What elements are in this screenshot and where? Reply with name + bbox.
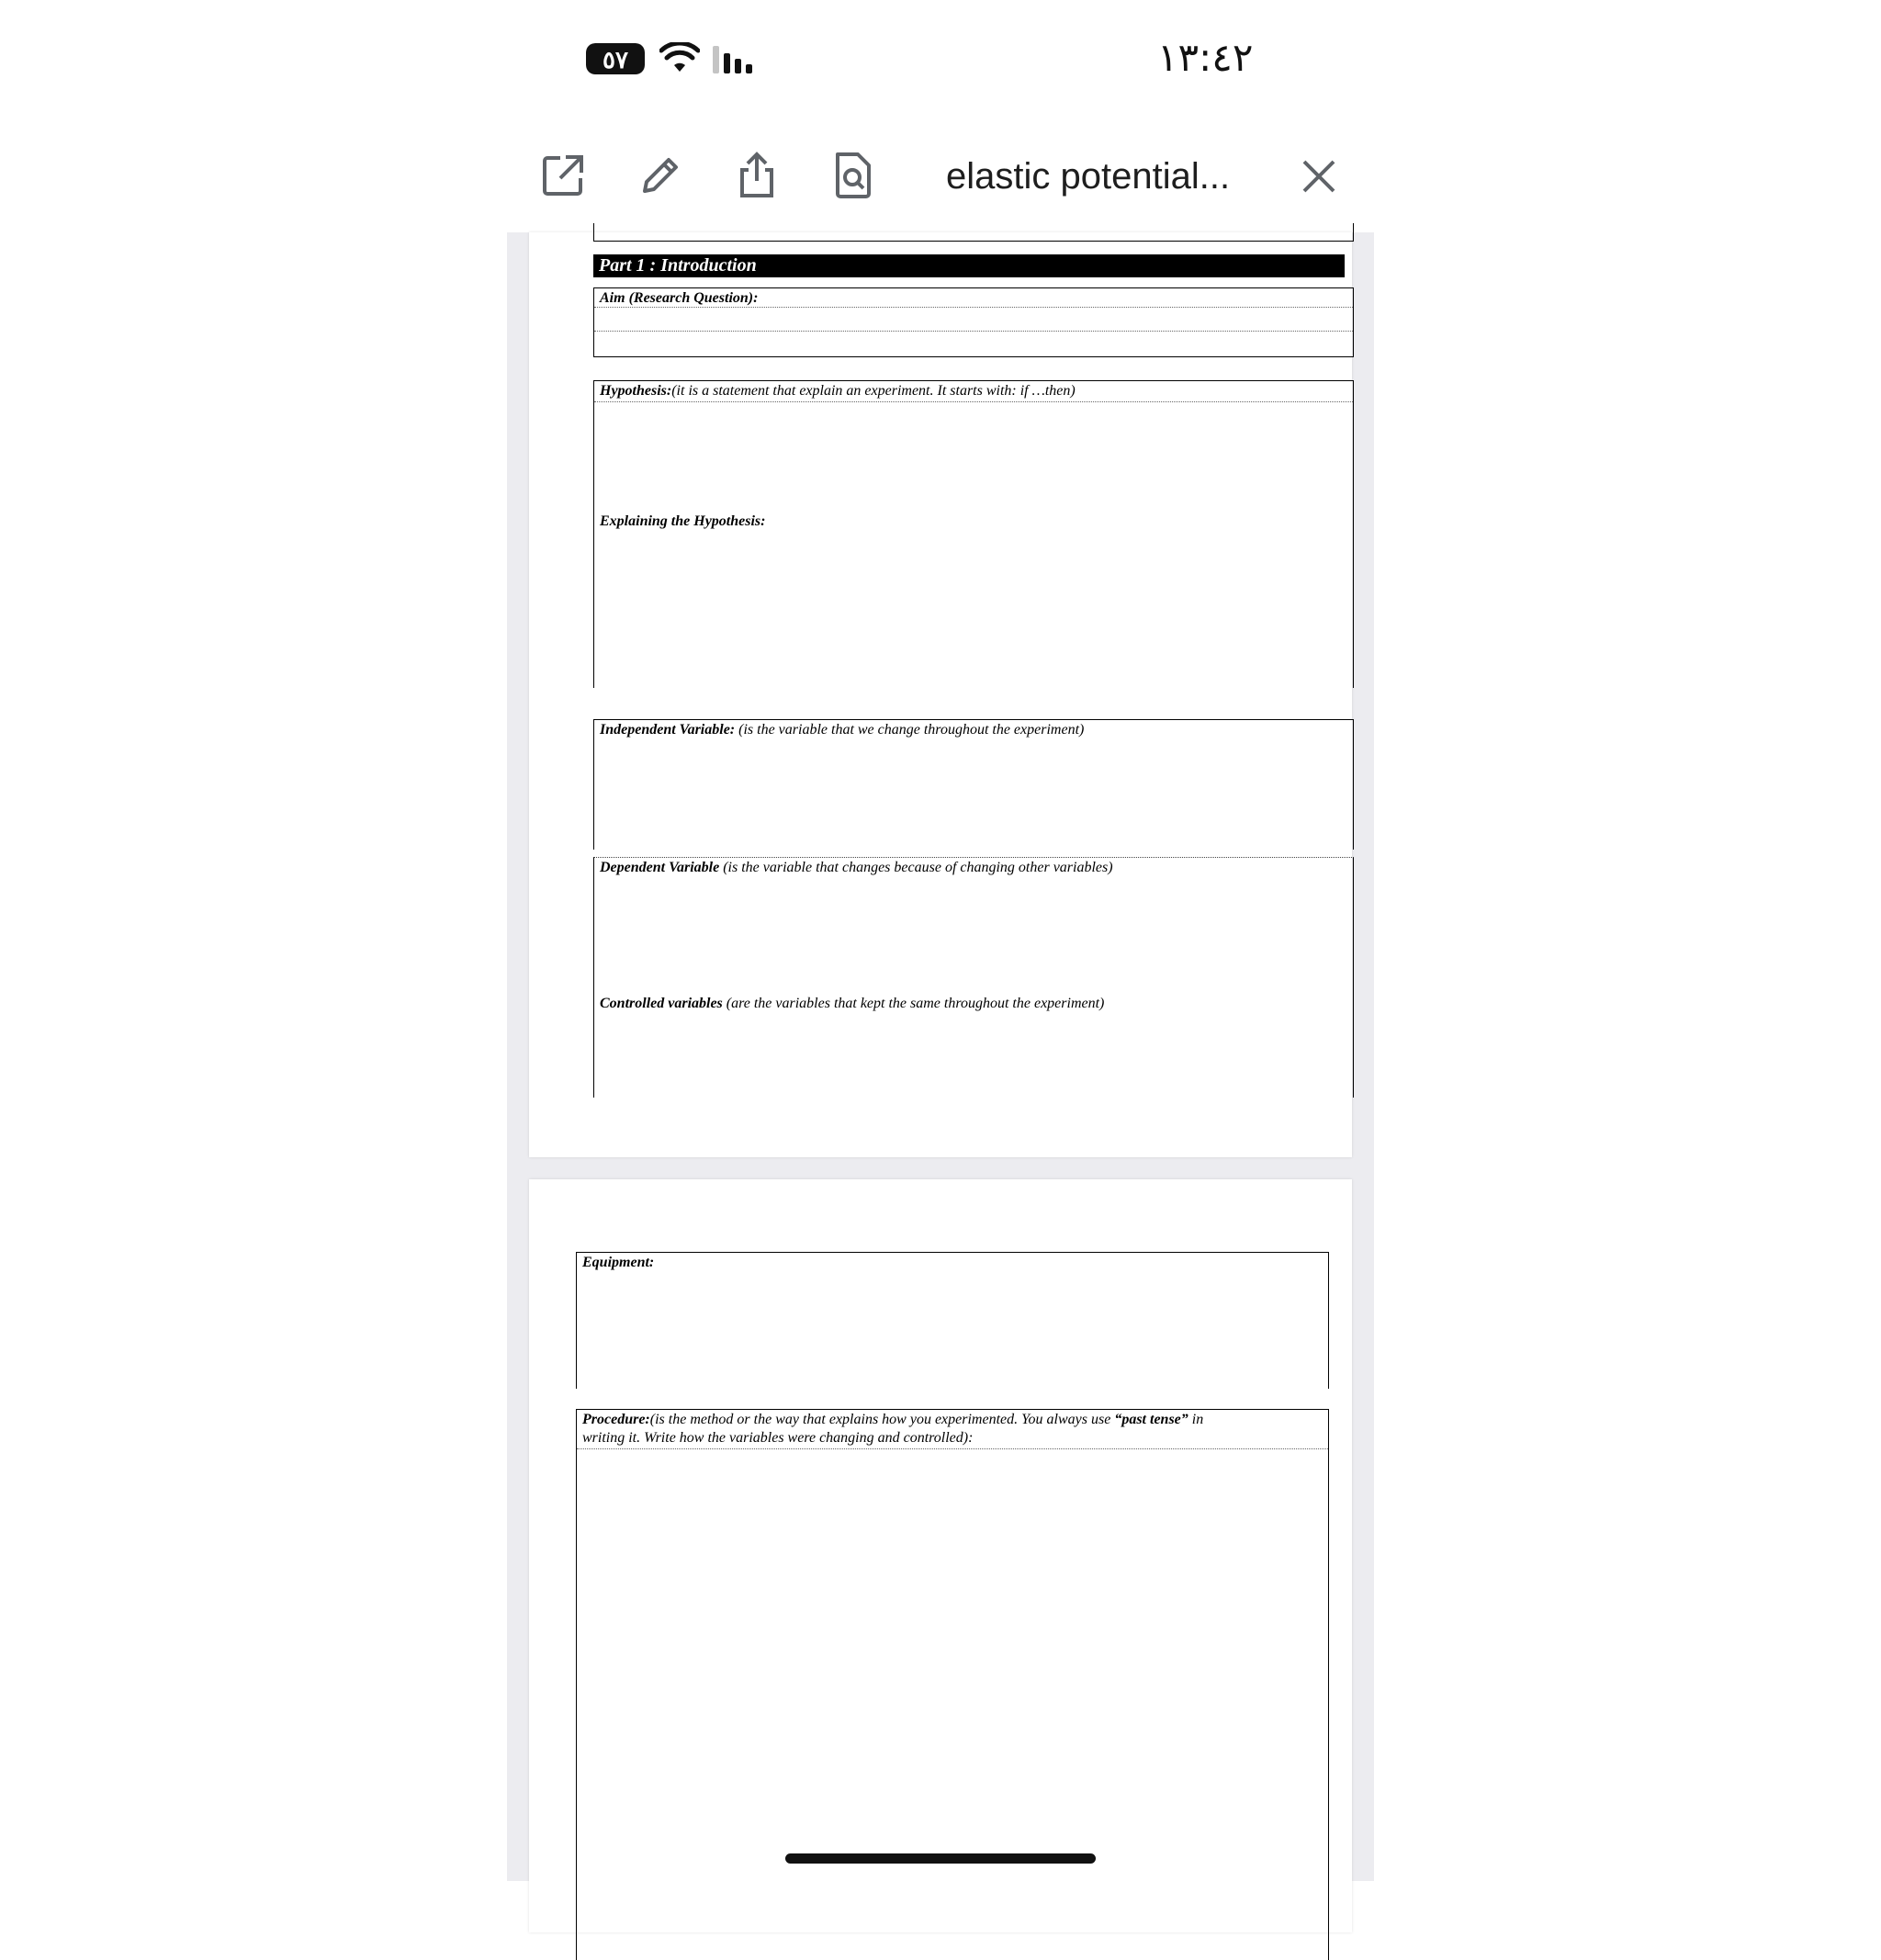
controlled-variables-hint: (are the variables that kept the same throughout the experiment) xyxy=(722,996,1105,1011)
procedure-section[interactable] xyxy=(576,1409,1329,1960)
aim-section[interactable] xyxy=(593,287,1354,357)
procedure-hint-emphasis: “past tense” xyxy=(1114,1412,1188,1427)
dependent-variable-section[interactable] xyxy=(593,857,1354,1098)
explaining-hypothesis-label: Explaining the Hypothesis: xyxy=(600,513,766,529)
procedure-hint-part2: in xyxy=(1188,1412,1204,1427)
procedure-label: Procedure: xyxy=(582,1412,650,1427)
wifi-icon xyxy=(659,42,700,75)
pencil-edit-icon xyxy=(639,154,681,197)
share-button[interactable] xyxy=(732,151,782,200)
equipment-label: Equipment: xyxy=(582,1255,655,1270)
procedure-hint-part1: (is the method or the way that explains how you experimented. You always use xyxy=(649,1412,1115,1427)
status-time: ١٣:٤٢ xyxy=(1157,35,1254,80)
procedure-hint-line2: writing it. Write how the variables were changing and controlled): xyxy=(582,1430,974,1446)
document-page-2 xyxy=(529,1179,1352,1932)
document-page-1 xyxy=(529,232,1352,1157)
hypothesis-hint: (it is a statement that explain an experiment. It starts with: if …then) xyxy=(671,383,1076,399)
independent-variable-label: Independent Variable: xyxy=(600,722,736,738)
close-button[interactable] xyxy=(1297,154,1341,198)
battery-icon xyxy=(586,43,645,74)
aim-label: Aim (Research Question): xyxy=(600,290,759,306)
edit-button[interactable] xyxy=(636,151,685,200)
signal-icon xyxy=(713,46,759,73)
document-viewer[interactable] xyxy=(507,232,1374,1881)
independent-variable-hint: (is the variable that we change throughout the experiment) xyxy=(735,722,1085,738)
dependent-variable-label: Dependent Variable xyxy=(600,860,720,875)
home-indicator[interactable] xyxy=(785,1853,1096,1864)
dependent-variable-hint: (is the variable that changes because of changing other variables) xyxy=(719,860,1113,875)
open-external-icon xyxy=(542,154,584,197)
equipment-section[interactable] xyxy=(576,1252,1329,1389)
open-external-button[interactable] xyxy=(538,151,588,200)
document-title: elastic potential... xyxy=(946,156,1231,197)
hypothesis-section[interactable] xyxy=(593,380,1354,688)
hypothesis-label: Hypothesis: xyxy=(600,383,672,399)
share-icon xyxy=(736,152,778,199)
find-in-document-button[interactable] xyxy=(828,151,878,200)
part-1-header: Part 1 : Introduction xyxy=(593,254,1345,277)
controlled-variables-label: Controlled variables xyxy=(600,996,723,1011)
name-date-table-remnant xyxy=(593,223,1354,242)
battery-level: ٥٧ xyxy=(603,46,628,73)
close-icon xyxy=(1297,154,1341,198)
independent-variable-section[interactable] xyxy=(593,719,1354,850)
search-document-icon xyxy=(832,152,874,199)
